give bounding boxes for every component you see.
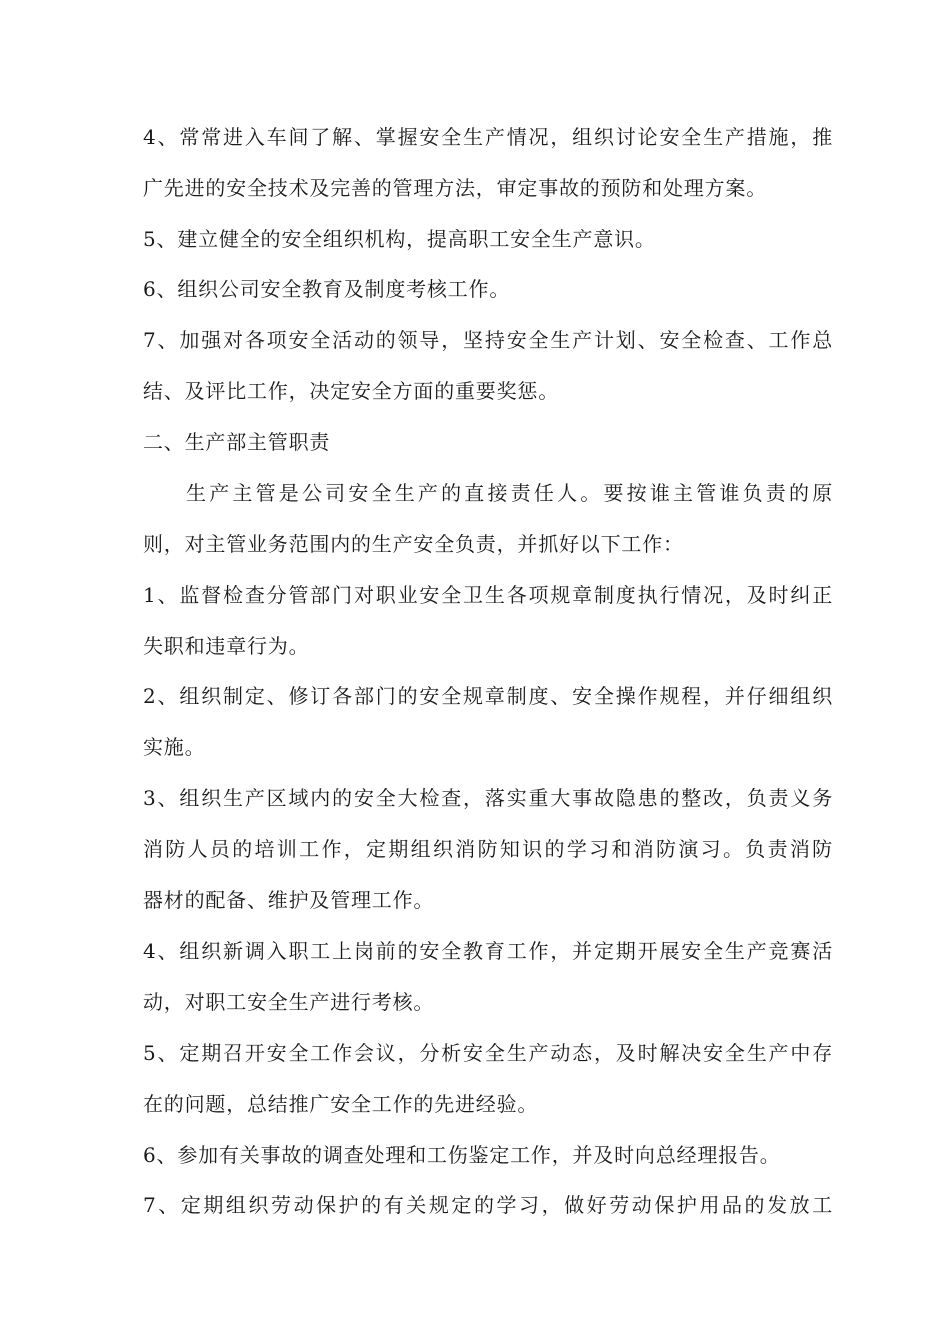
paragraph-line: 则，对主管业务范围内的生产安全负责，并抓好以下工作： bbox=[143, 532, 684, 556]
paragraph-line: 实施。 bbox=[143, 735, 206, 759]
paragraph-line: 2、组织制定、修订各部门的安全规章制度、安全操作规程，并仔细组织 bbox=[143, 684, 833, 708]
paragraph-line: 1、监督检查分管部门对职业安全卫生各项规章制度执行情况，及时纠正 bbox=[143, 583, 833, 607]
paragraph-line: 结、及评比工作，决定安全方面的重要奖惩。 bbox=[143, 379, 559, 403]
paragraph-line: 7、加强对各项安全活动的领导，坚持安全生产计划、安全检查、工作总 bbox=[143, 328, 833, 352]
paragraph-line: 生产主管是公司安全生产的直接责任人。要按谁主管谁负责的原 bbox=[186, 481, 833, 505]
paragraph-line: 5、建立健全的安全组织机构，提高职工安全生产意识。 bbox=[143, 227, 656, 251]
paragraph-line: 失职和违章行为。 bbox=[143, 634, 310, 658]
paragraph-line: 消防人员的培训工作，定期组织消防知识的学习和消防演习。负责消防 bbox=[143, 837, 833, 861]
paragraph-line: 3、组织生产区域内的安全大检查，落实重大事故隐患的整改，负责义务 bbox=[143, 786, 833, 810]
paragraph-line: 5、定期召开安全工作会议，分析安全生产动态，及时解决安全生产中存 bbox=[143, 1041, 833, 1065]
paragraph-line: 6、组织公司安全教育及制度考核工作。 bbox=[143, 277, 511, 301]
paragraph-line: 4、常常进入车间了解、掌握安全生产情况，组织讨论安全生产措施，推 bbox=[143, 125, 833, 149]
paragraph-line: 7、定期组织劳动保护的有关规定的学习，做好劳动保护用品的发放工 bbox=[143, 1193, 833, 1217]
paragraph-line: 4、组织新调入职工上岗前的安全教育工作，并定期开展安全生产竞赛活 bbox=[143, 939, 833, 963]
section-heading: 二、生产部主管职责 bbox=[143, 430, 331, 454]
paragraph-line: 动，对职工安全生产进行考核。 bbox=[143, 990, 435, 1014]
paragraph-line: 6、参加有关事故的调查处理和工伤鉴定工作，并及时向总经理报告。 bbox=[143, 1143, 781, 1167]
paragraph-line: 在的问题，总结推广安全工作的先进经验。 bbox=[143, 1092, 539, 1116]
paragraph-line: 器材的配备、维护及管理工作。 bbox=[143, 888, 435, 912]
paragraph-line: 广先进的安全技术及完善的管理方法，审定事故的预防和处理方案。 bbox=[143, 176, 767, 200]
